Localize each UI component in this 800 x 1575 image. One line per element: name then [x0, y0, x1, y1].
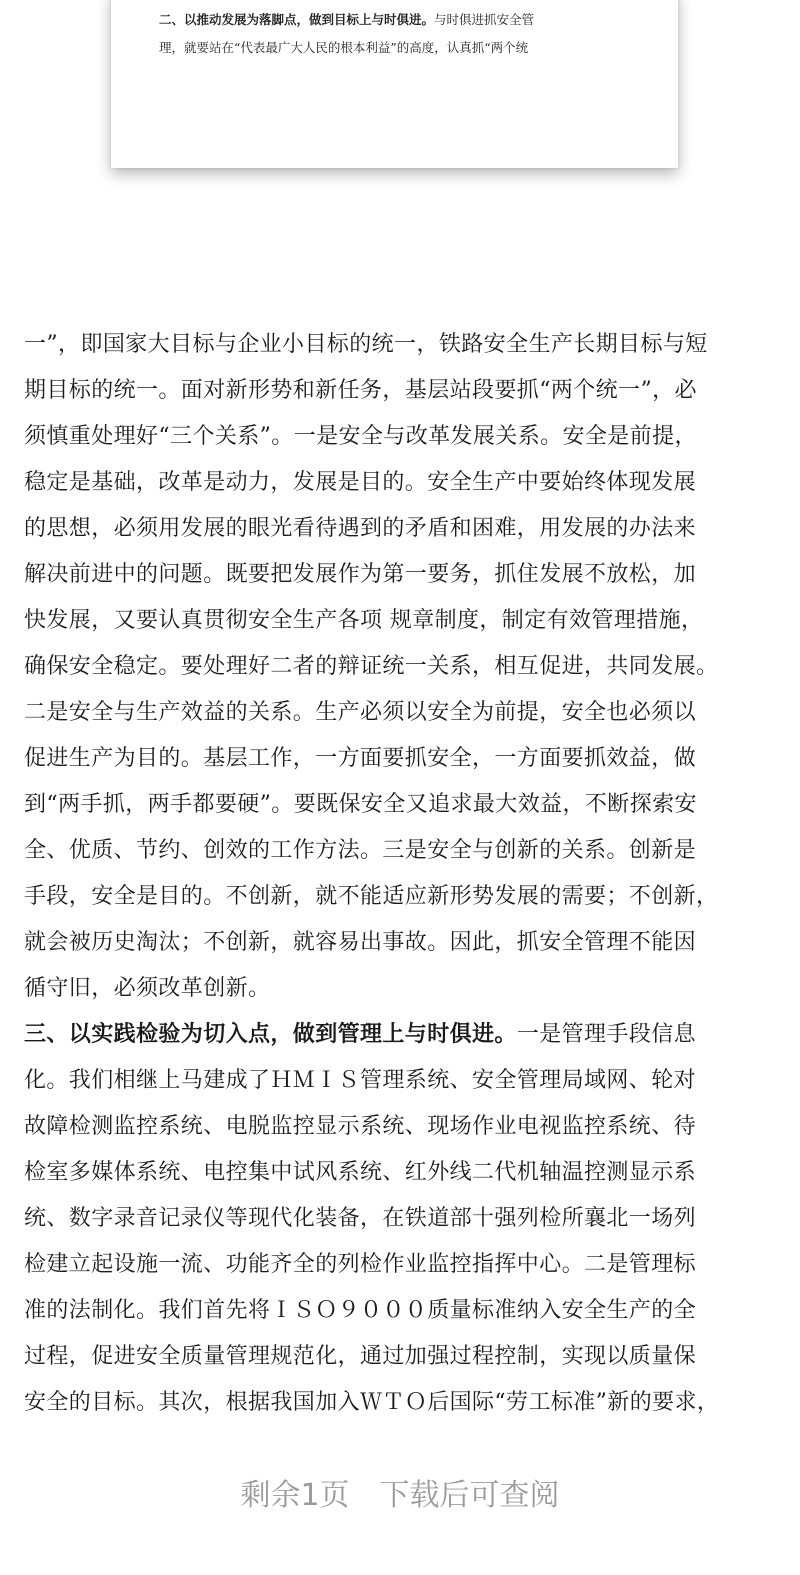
preview-page-card	[111, 0, 678, 168]
body-line: 促进生产为目的。基层工作，一方面要抓安全，一方面要抓效益，做	[24, 746, 697, 771]
section3-line: 检建立起设施一流、功能齐全的列检作业监控指挥中心。二是管理标	[24, 1252, 697, 1277]
body-line: 的思想，必须用发展的眼光看待遇到的矛盾和困难，用发展的办法来	[24, 516, 697, 541]
preview-card-heading: 二、以推动发展为落脚点，做到目标上与时俱进。	[159, 12, 435, 27]
remaining-pages-notice[interactable]: 剩余1页 下载后可查阅	[240, 1478, 560, 1513]
body-line: 快发展，又要认真贯彻安全生产各项 规章制度，制定有效管理措施，	[24, 608, 704, 633]
preview-card-text	[159, 6, 639, 62]
body-line: 确保安全稳定。要处理好二者的辩证统一关系，相互促进，共同发展。	[24, 654, 719, 679]
preview-card-line2: 理，就要站在“代表最广大人民的根本利益”的高度，认真抓“两个统	[159, 40, 529, 55]
body-line: 手段，安全是目的。不创新，就不能适应新形势发展的需要；不创新，	[24, 884, 719, 909]
section3-line: 化。我们相继上马建成了ＨＭＩＳ管理系统、安全管理局域网、轮对	[24, 1068, 697, 1093]
section3-line: 检室多媒体系统、电控集中试风系统、红外线二代机轴温控测显示系	[24, 1160, 697, 1185]
body-line: 期目标的统一。面对新形势和新任务，基层站段要抓“两个统一”，必	[24, 378, 697, 403]
body-line: 一”，即国家大目标与企业小目标的统一，铁路安全生产长期目标与短	[24, 332, 708, 357]
body-line: 解决前进中的问题。既要把发展作为第一要务，抓住发展不放松，加	[24, 562, 697, 587]
body-line: 就会被历史淘汰；不创新，就容易出事故。因此，抓安全管理不能因	[24, 930, 697, 955]
section3-line: 安全的目标。其次，根据我国加入ＷＴＯ后国际“劳工标准”新的要求，	[24, 1390, 720, 1415]
section3-line: 统、数字录音记录仪等现代化装备，在铁道部十强列检所襄北一场列	[24, 1206, 697, 1231]
section3-line: 过程，促进安全质量管理规范化，通过加强过程控制，实现以质量保	[24, 1344, 697, 1369]
body-line: 到“两手抓，两手都要硬”。要既保安全又追求最大效益，不断探索安	[24, 792, 697, 817]
body-line: 二是安全与生产效益的关系。生产必须以安全为前提，安全也必须以	[24, 700, 697, 725]
body-line: 须慎重处理好“三个关系”。一是安全与改革发展关系。安全是前提，	[24, 424, 697, 449]
section3-line: 准的法制化。我们首先将ＩＳＯ９０００质量标准纳入安全生产的全	[24, 1298, 697, 1323]
body-line: 循守旧，必须改革创新。	[24, 976, 271, 1001]
preview-card-line1-rest: 与时俱进抓安全管	[434, 12, 535, 27]
document-body	[24, 322, 784, 1426]
section3-first-line	[24, 1012, 784, 1058]
body-line: 稳定是基础，改革是动力，发展是目的。安全生产中要始终体现发展	[24, 470, 697, 495]
section3-line1-rest: 一是管理手段信息	[516, 1022, 697, 1047]
body-line: 全、优质、节约、创效的工作方法。三是安全与创新的关系。创新是	[24, 838, 697, 863]
section3-heading: 三、以实践检验为切入点，做到管理上与时俱进。	[24, 1022, 517, 1047]
section3-line: 故障检测监控系统、电脱监控显示系统、现场作业电视监控系统、待	[24, 1114, 697, 1139]
